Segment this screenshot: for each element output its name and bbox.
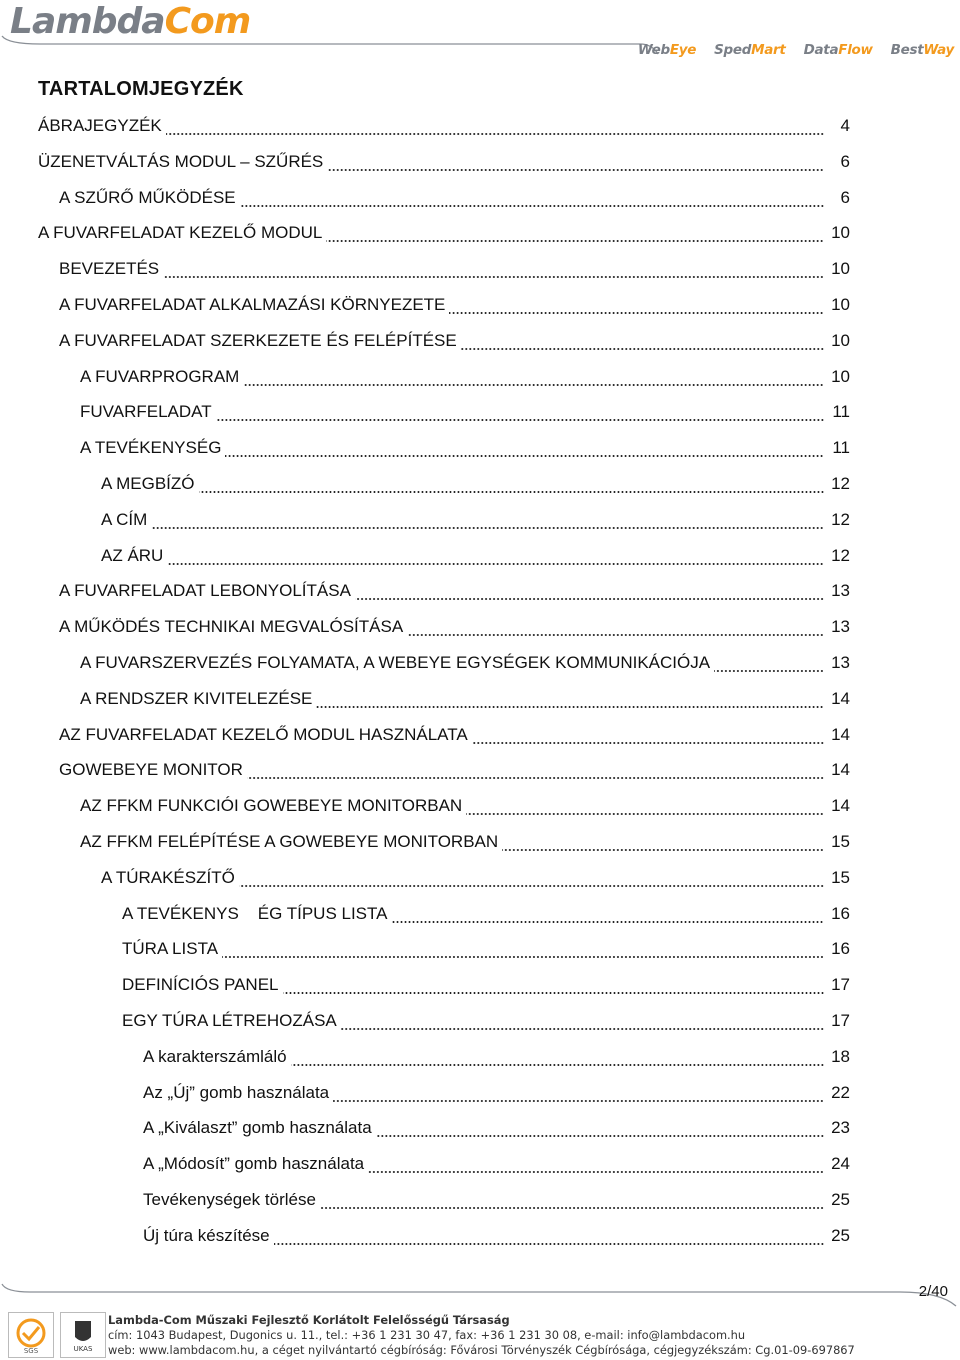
toc-entry[interactable] <box>59 760 850 786</box>
toc-dot-leader <box>225 454 824 458</box>
toc-title: TARTALOMJEGYZÉK <box>38 78 244 100</box>
toc-entry-label: A FUVARFELADAT ALKALMAZÁSI KÖRNYEZETE <box>59 295 446 314</box>
toc-entry[interactable] <box>59 295 850 321</box>
brand-list <box>638 42 954 58</box>
toc-dot-leader <box>291 1063 824 1067</box>
toc-entry-page: 10 <box>831 295 850 314</box>
toc-entry[interactable] <box>122 975 850 1001</box>
toc-entry-label: A FUVARFELADAT KEZELŐ MODUL <box>38 223 323 243</box>
toc-entry[interactable] <box>143 1190 850 1216</box>
toc-dot-leader <box>472 741 824 745</box>
page-number: 2/40 <box>918 1283 948 1300</box>
toc-entry[interactable] <box>122 939 850 965</box>
toc-dot-leader <box>502 848 824 852</box>
toc-dot-leader <box>449 311 824 315</box>
toc-dot-leader <box>216 418 824 422</box>
toc-entry[interactable] <box>59 581 850 607</box>
toc-dot-leader <box>466 812 824 816</box>
toc-entry-page: 17 <box>831 1011 850 1030</box>
brand-bestway: BestWay <box>890 42 954 58</box>
toc-entry-label: GOWEBEYE MONITOR <box>59 760 243 780</box>
toc-entry-label: A MŰKÖDÉS TECHNIKAI MEGVALÓSÍTÁSA <box>59 617 404 637</box>
toc-dot-leader <box>283 991 825 995</box>
footer-web: web: www.lambdacom.hu, a céget nyilvántartó cégbíróság: Fővárosi Törvényszék Cégbírósága, cégjegyzékszám: Cg.01-09-697867 <box>108 1343 855 1357</box>
toc-entry[interactable] <box>143 1047 850 1073</box>
footer-company-name: Lambda-Com Műszaki Fejlesztő Korlátolt Felelősségű Társaság <box>108 1313 510 1327</box>
toc-dot-leader <box>714 669 824 673</box>
toc-entry-label: A TÚRAKÉSZÍTŐ <box>101 867 235 887</box>
toc-entry-label: A FUVARFELADAT SZERKEZETE ÉS FELÉPÍTÉSE <box>59 330 457 350</box>
toc-entry-label: BEVEZETÉS <box>59 259 160 279</box>
toc-entry[interactable] <box>80 438 850 464</box>
toc-entry[interactable] <box>38 223 850 249</box>
toc-entry-page: 14 <box>831 724 850 744</box>
toc-entry[interactable] <box>101 474 850 500</box>
toc-entry-page: 22 <box>831 1082 850 1102</box>
brand-spedmart: SpedMart <box>714 42 786 58</box>
toc-dot-leader <box>355 597 824 601</box>
sgs-cert-logo <box>8 1312 54 1358</box>
toc-dot-leader <box>274 1242 824 1246</box>
toc-entry-label: AZ ÁRU <box>101 545 164 565</box>
toc-entry-page: 4 <box>840 116 850 135</box>
toc-entry-page: 11 <box>832 402 850 422</box>
toc-dot-leader <box>368 1170 824 1174</box>
toc-dot-leader <box>166 132 824 136</box>
toc-entry-page: 14 <box>831 796 850 816</box>
toc-dot-leader <box>461 347 824 351</box>
toc-entry-page: 17 <box>831 975 850 995</box>
toc-dot-leader <box>167 562 824 566</box>
toc-entry-label: A FUVARPROGRAM <box>80 366 240 386</box>
toc-entry-label: EGY TÚRA LÉTREHOZÁSA <box>122 1011 337 1030</box>
toc-entry-label: A MEGBÍZÓ <box>101 474 195 493</box>
toc-entry[interactable] <box>59 259 850 285</box>
ukas-cert-logo <box>60 1312 106 1358</box>
toc-entry-page: 6 <box>840 187 850 207</box>
toc-dot-leader <box>376 1134 824 1138</box>
toc-entry-page: 25 <box>831 1225 850 1245</box>
footer-company-info <box>108 1313 855 1358</box>
toc-entry[interactable] <box>101 868 850 894</box>
toc-entry-label: Tevékenységek törlése <box>143 1190 316 1209</box>
toc-entry[interactable] <box>59 725 850 751</box>
toc-dot-leader <box>326 239 824 243</box>
toc-dot-leader <box>247 776 824 780</box>
toc-entry-page: 15 <box>831 867 850 887</box>
toc-entry-label: DEFINÍCIÓS PANEL <box>122 975 279 995</box>
toc-entry[interactable] <box>80 653 850 679</box>
toc-entry-label: A TEVÉKENYS ÉG TÍPUS LISTA <box>122 903 388 923</box>
toc-entry[interactable] <box>143 1083 850 1109</box>
toc-dot-leader <box>240 204 824 208</box>
toc-entry-label: AZ FFKM FUNKCIÓI GOWEBEYE MONITORBAN <box>80 796 463 816</box>
toc-entry[interactable] <box>80 689 850 715</box>
svg-text:SGS: SGS <box>23 1347 39 1355</box>
toc-entry-page: 18 <box>831 1046 850 1066</box>
toc-entry[interactable] <box>80 832 850 858</box>
toc-entry-label: Új túra készítése <box>143 1225 270 1245</box>
toc-entry-label: A „Kiválaszt” gomb használata <box>143 1118 372 1138</box>
brand-dataflow: DataFlow <box>803 42 873 58</box>
toc-entry-page: 23 <box>831 1118 850 1138</box>
footer-address: cím: 1043 Budapest, Dugonics u. 11., tel.: +36 1 231 30 47, fax: +36 1 231 30 08, e-mail: info@lambdacom.hu <box>108 1328 746 1342</box>
toc-entry-label: Az „Új” gomb használata <box>143 1082 330 1102</box>
toc-entry[interactable] <box>59 188 850 214</box>
logo-text-part1: Lambda <box>10 1 165 42</box>
toc-entry-label: FUVARFELADAT <box>80 402 212 422</box>
toc-entry-page: 25 <box>831 1190 850 1209</box>
toc-dot-leader <box>222 955 824 959</box>
toc-entry-label: A karakterszámláló <box>143 1046 287 1066</box>
toc-entry-page: 14 <box>831 760 850 780</box>
toc-entry-page: 13 <box>831 617 850 637</box>
toc-entry-label: A RENDSZER KIVITELEZÉSE <box>80 688 313 708</box>
toc-entry-page: 10 <box>831 366 850 386</box>
toc-entry-label: ÁBRAJEGYZÉK <box>38 116 162 135</box>
toc-entry[interactable] <box>80 367 850 393</box>
toc-entry-page: 10 <box>831 223 850 243</box>
svg-text:UKAS: UKAS <box>73 1345 93 1353</box>
toc-entry-page: 15 <box>831 832 850 851</box>
toc-entry-page: 14 <box>831 688 850 708</box>
toc-entry[interactable] <box>122 1011 850 1037</box>
toc-dot-leader <box>199 490 824 494</box>
page-header <box>0 0 960 70</box>
toc-dot-leader <box>341 1027 824 1031</box>
toc-entry[interactable] <box>143 1154 850 1180</box>
toc-entry-page: 10 <box>831 330 850 350</box>
toc-entry-page: 13 <box>831 581 850 601</box>
toc-entry[interactable] <box>38 152 850 178</box>
toc-dot-leader <box>239 884 824 888</box>
toc-dot-leader <box>151 526 824 530</box>
toc-dot-leader <box>316 705 824 709</box>
toc-entry-label: A FUVARFELADAT LEBONYOLÍTÁSA <box>59 581 351 601</box>
toc-entry-page: 6 <box>840 151 850 171</box>
toc-entry[interactable] <box>122 904 850 930</box>
toc-dot-leader <box>407 633 824 637</box>
logo-text-part2: Com <box>164 1 251 42</box>
toc-entry[interactable] <box>101 510 850 536</box>
toc-entry-label: A CÍM <box>101 509 148 529</box>
toc-entry-page: 16 <box>831 939 850 959</box>
toc-entry[interactable] <box>80 796 850 822</box>
toc-entry-page: 12 <box>831 545 850 565</box>
toc-entry-label: AZ FFKM FELÉPÍTÉSE A GOWEBEYE MONITORBAN <box>80 832 499 851</box>
toc-entry-page: 11 <box>832 438 850 458</box>
toc-dot-leader <box>320 1206 824 1210</box>
toc-entry-page: 10 <box>831 259 850 279</box>
toc-entry[interactable] <box>59 331 850 357</box>
toc-entry-label: A TEVÉKENYSÉG <box>80 438 222 458</box>
toc-dot-leader <box>391 920 824 924</box>
toc-entry-label: TÚRA LISTA <box>122 939 219 959</box>
brand-webeye: WebEye <box>637 42 697 58</box>
toc-entry-page: 13 <box>831 653 850 672</box>
toc-entry-label: A SZŰRŐ MŰKÖDÉSE <box>59 187 236 207</box>
toc-entry-page: 16 <box>831 903 850 923</box>
toc-entry[interactable] <box>143 1118 850 1144</box>
toc-entry-label: A FUVARSZERVEZÉS FOLYAMATA, A WEBEYE EGYSÉGEK KOMMUNIKÁCIÓJA <box>80 653 711 672</box>
toc-entry[interactable] <box>101 546 850 572</box>
toc-entry[interactable] <box>143 1226 850 1252</box>
toc-entry-label: A „Módosít” gomb használata <box>143 1154 365 1174</box>
toc-dot-leader <box>243 383 824 387</box>
toc-entry-label: AZ FUVARFELADAT KEZELŐ MODUL HASZNÁLATA <box>59 724 468 744</box>
toc-entry-page: 12 <box>831 474 850 493</box>
toc-dot-leader <box>333 1099 824 1103</box>
toc-dot-leader <box>163 275 824 279</box>
toc-entry[interactable] <box>38 116 850 142</box>
toc-entry-page: 24 <box>831 1154 850 1174</box>
toc-entry-page: 12 <box>831 509 850 529</box>
certification-logos <box>8 1312 106 1358</box>
toc-entry-label: ÜZENETVÁLTÁS MODUL – SZŰRÉS <box>38 151 324 171</box>
toc-entry[interactable] <box>59 617 850 643</box>
toc-dot-leader <box>327 168 824 172</box>
toc-entry[interactable] <box>80 402 850 428</box>
footer-swoosh-line <box>0 1280 960 1310</box>
